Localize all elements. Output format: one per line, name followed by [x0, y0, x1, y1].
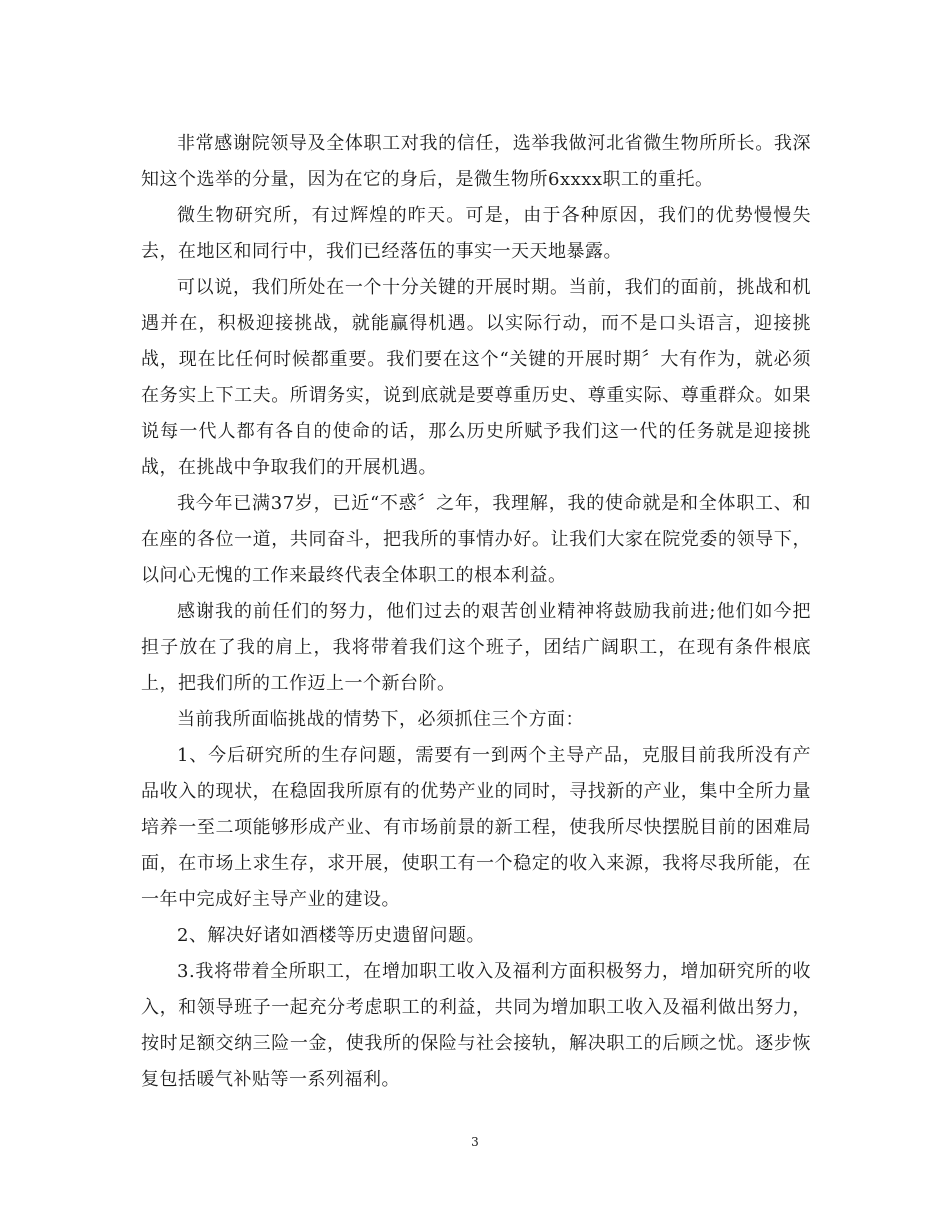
paragraph-8: 2、解决好诸如酒楼等历史遗留问题。	[177, 925, 485, 946]
paragraph-6: 当前我所面临挑战的情势下，必须抓住三个方面：	[177, 709, 584, 730]
paragraph-7: 1、今后研究所的生存问题，需要有一到两个主导产品，克服目前我所没有产品收入的现状，在稳固我所原有的优势产业的同时，寻找新的产业，集中全所力量培养一至二项能够形成产业、有市场前景的新工程，使我所尽快摆脱目前的困难局面，在市场上求生存，求开展，使职工有一个稳定的收入来源，我将尽我所能，在一年中完成好主导产业的建设。	[141, 745, 811, 910]
page-number: 3	[471, 1135, 479, 1149]
document-body	[141, 126, 811, 1098]
paragraph-5: 感谢我的前任们的努力，他们过去的艰苦创业精神将鼓励我前进;他们如今把担子放在了我的肩上，我将带着我们这个班子，团结广阔职工，在现有条件根底上，把我们所的工作迈上一个新台阶。	[141, 601, 811, 694]
paragraph-3: 可以说，我们所处在一个十分关键的开展时期。当前，我们的面前，挑战和机遇并在，积极迎接挑战，就能赢得机遇。以实际行动，而不是口头语言，迎接挑战，现在比任何时候都重要。我们要在这个“关键的开展时期〞大有作为，就必须在务实上下工夫。所谓务实，说到底就是要尊重历史、尊重实际、尊重群众。如果说每一代人都有各自的使命的话，那么历史所赋予我们这一代的任务就是迎接挑战，在挑战中争取我们的开展机遇。	[141, 277, 811, 478]
paragraph-9: 3.我将带着全所职工，在增加职工收入及福利方面积极努力，增加研究所的收入，和领导班子一起充分考虑职工的利益，共同为增加职工收入及福利做出努力，按时足额交纳三险一金，使我所的保险与社会接轨，解决职工的后顾之忧。逐步恢复包括暖气补贴等一系列福利。	[141, 961, 811, 1090]
paragraph-4: 我今年已满37岁，已近“不惑〞之年，我理解，我的使命就是和全体职工、和在座的各位一道，共同奋斗，把我所的事情办好。让我们大家在院党委的领导下，以问心无愧的工作来最终代表全体职工的根本利益。	[141, 493, 811, 586]
paragraph-2: 微生物研究所，有过辉煌的昨天。可是，由于各种原因，我们的优势慢慢失去，在地区和同行中，我们已经落伍的事实一天天地暴露。	[141, 205, 811, 262]
paragraph-1: 非常感谢院领导及全体职工对我的信任，选举我做河北省微生物所所长。我深知这个选举的分量，因为在它的身后，是微生物所6xxxx职工的重托。	[141, 133, 811, 190]
